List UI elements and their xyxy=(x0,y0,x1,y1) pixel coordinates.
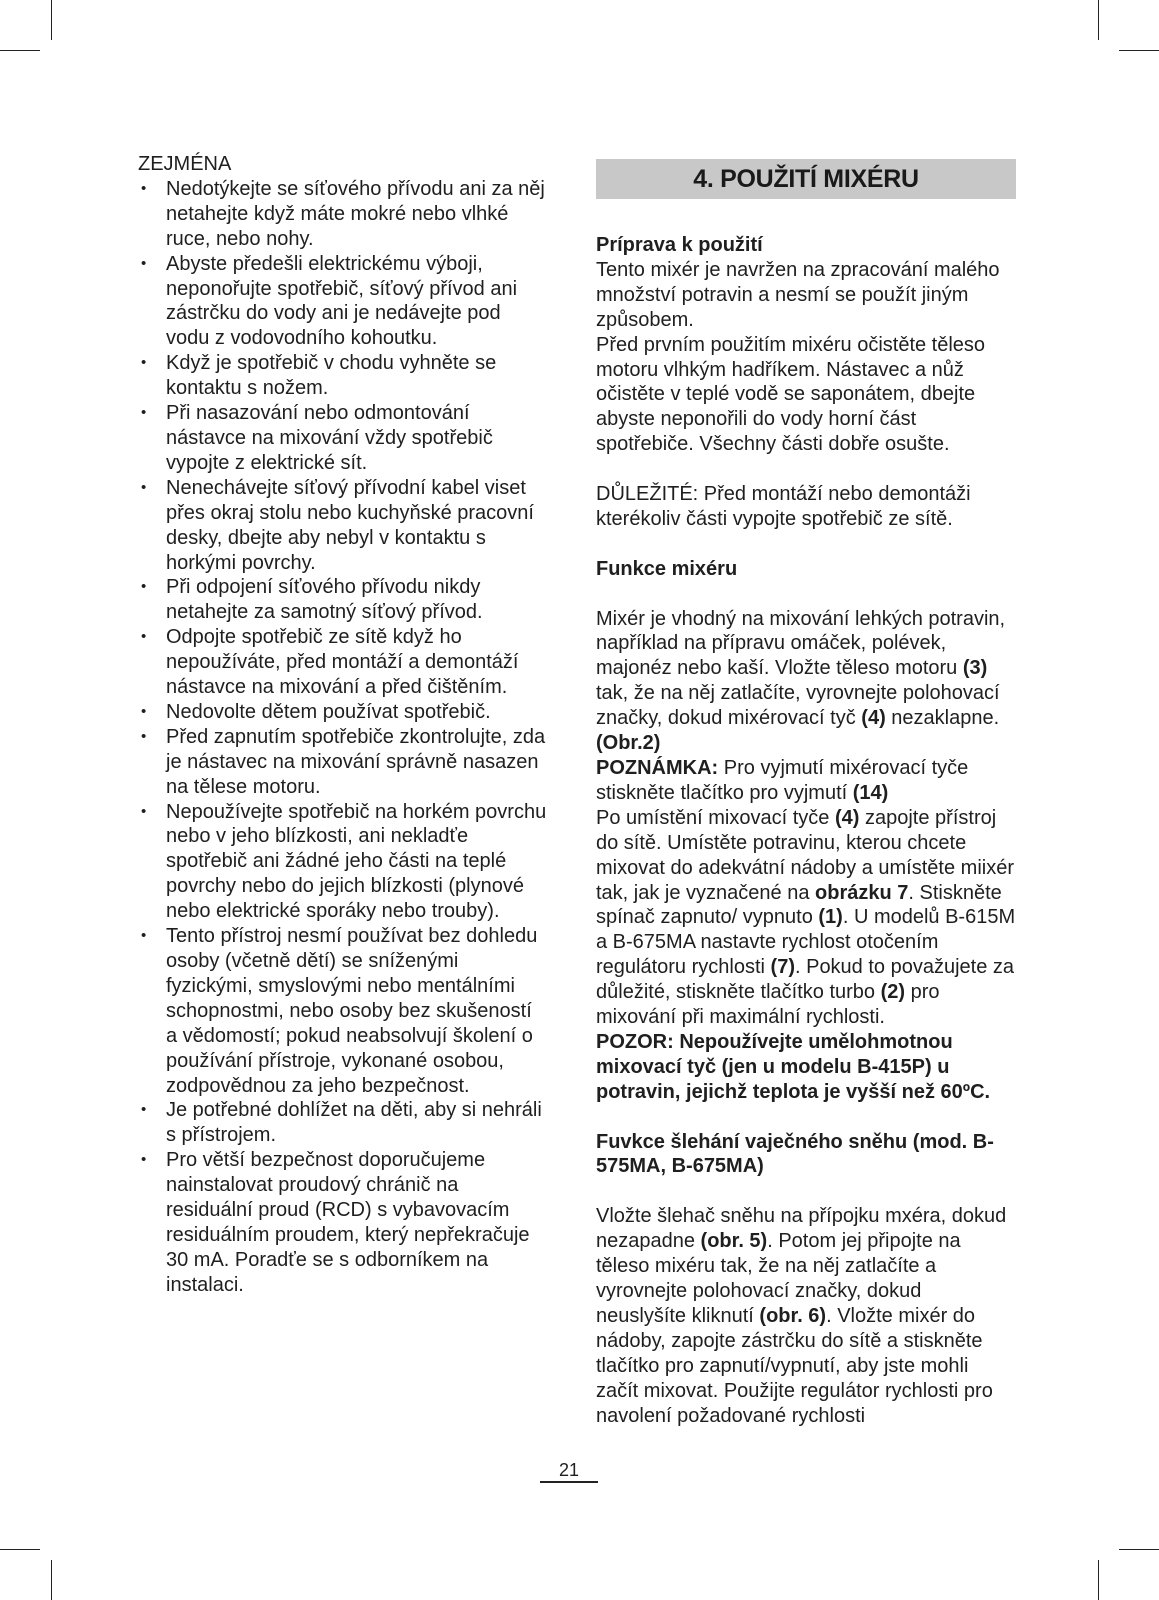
crop-mark xyxy=(1098,0,1099,40)
whisk-paragraph: Vložte šlehač sněhu na přípojku mxéra, dokud nezapadne (obr. 5). Potom jej připojte na těleso mixéru tak, že na něj zatlačíte a vyrovnejte polohovací značky, dokud neuslyšíte kliknutí (obr. 6). Vložte mixér do nádoby, zapojte zástrčku do sítě a stiskněte tlačítko pro zapnutí/vypnutí, aby jste mohli začít mixovat. Použijte regulátor rychlosti pro navolení požadované rychlosti xyxy=(596,1205,1007,1427)
prep-paragraph: Před prvním použitím mixéru očistěte těleso motoru vlhkým hadříkem. Nástavec a nůž očistěte v teplé vodě se saponátem, dbejte abyste neponořili do vody horní část spotřebiče. Všechny části dobře osušte. xyxy=(596,333,986,456)
list-item: • Pro větší bezpečnost doporučujeme nainstalovat proudový chránič na residuální proud (RCD) s vybavovacím residuálním proudem, který nepřekračuje 30 mA. Poradťe se s odborníkem na instalaci. xyxy=(138,1148,548,1297)
section-heading-zejmena: ZEJMÉNA xyxy=(138,153,232,175)
list-item: • Nepoužívejte spotřebič na horkém povrchu nebo v jeho blízkosti, ani nekladťe spotřebič ani žádné jeho části na teplé povrchy nebo do jejich blízkosti (plynové nebo elektrické sporáky nebo trouby). xyxy=(138,800,548,925)
list-item: • Je potřebné dohlížet na děti, aby si nehráli s přístrojem. xyxy=(138,1098,548,1148)
crop-mark xyxy=(51,0,52,40)
warning-paragraph: POZOR: Nepoužívejte umělohmotnou mixovací tyč (jen u modelu B-415P) u potravin, jejichž teplota je vyšší než 60ºC. xyxy=(596,1030,991,1103)
position-paragraph: Po umístění mixovací tyče (4) zapojte přístroj do sítě. Umístěte potravinu, kterou chcete mixovat do adekvátní nádoby a umístěte miixér tak, jak je vyznačené na obrázku 7. Stiskněte spínač zapnuto/ vypnuto (1). U modelů B-615M a B-675MA nastavte rychlost otočením regulátoru rychlosti (7). Pokud to považujete za důležité, stiskněte tlačítko turbo (2) pro mixování při maximální rychlosti. xyxy=(596,806,1016,1029)
function-paragraph: Mixér je vhodný na mixování lehkých potravin, například na přípravu omáček, polévek, majonéz nebo kaší. Vložte těleso motoru (3) tak, že na něj zatlačíte, vyrovnejte polohovací značky, dokud mixérovací tyč (4) nezaklapne. (Obr.2) xyxy=(596,607,1006,755)
important-notice: DŮLEŽITÉ: Před montáží nebo demontáži kterékoliv části vypojte spotřebič ze sítě. xyxy=(596,483,971,530)
crop-mark xyxy=(0,50,40,51)
safety-list xyxy=(138,177,548,1298)
crop-mark xyxy=(1119,50,1159,51)
list-item: • Abyste předešli elektrickému výboji, neponořujte spotřebič, síťový přívod ani zástrčku do vody ani je nedávejte pod vodu z vodovodního kohoutku. xyxy=(138,252,548,352)
function-heading: Funkce mixéru xyxy=(596,557,738,580)
list-item: • Nedovolte dětem používat spotřebič. xyxy=(138,700,548,725)
crop-mark xyxy=(51,1560,52,1600)
left-column xyxy=(138,152,548,1298)
crop-mark xyxy=(0,1549,40,1550)
prep-paragraph: Tento mixér je navržen na zpracování malého množství potravin a nesmí se použít jiným způsobem. xyxy=(596,258,1000,331)
list-item: • Když je spotřebič v chodu vyhněte se kontaktu s nožem. xyxy=(138,351,548,401)
list-item: • Nedotýkejte se síťového přívodu ani za něj netahejte když máte mokré nebo vlhké ruce, nebo nohy. xyxy=(138,177,548,252)
crop-mark xyxy=(1098,1560,1099,1600)
section-title: 4. POUŽITÍ MIXÉRU xyxy=(596,159,1016,199)
list-item: • Při nasazování nebo odmontování nástavce na mixování vždy spotřebič vypojte z elektrické sít. xyxy=(138,401,548,476)
list-item: • Nenechávejte síťový přívodní kabel viset přes okraj stolu nebo kuchyňské pracovní desky, dbejte aby nebyl v kontaktu s horkými povrchy. xyxy=(138,476,548,576)
list-item: • Před zapnutím spotřebiče zkontrolujte, zda je nástavec na mixování správně nasazen na tělese motoru. xyxy=(138,725,548,800)
list-item: • Tento přístroj nesmí používat bez dohledu osoby (včetně dětí) se sníženými fyzickými, smyslovými nebo mentálními schopnostmi, nebo osoby bez skušeností a vědomostí; pokud neabsolvují školení o používání přístroje, vykonané osobou, zodpovědnou za jeho bezpečnost. xyxy=(138,924,548,1098)
whisk-heading: Fuvkce šlehání vaječného sněhu (mod. B-575MA, B-675MA) xyxy=(596,1130,994,1178)
list-item: • Při odpojení síťového přívodu nikdy netahejte za samotný síťový přívod. xyxy=(138,575,548,625)
page-number: 21 xyxy=(540,1459,598,1483)
prep-heading: Príprava k použití xyxy=(596,234,763,256)
note-paragraph: POZNÁMKA: Pro vyjmutí mixérovací tyče stiskněte tlačítko pro vyjmutí (14) xyxy=(596,756,969,804)
right-column xyxy=(596,152,1016,1428)
crop-mark xyxy=(1119,1549,1159,1550)
list-item: • Odpojte spotřebič ze sítě když ho nepoužíváte, před montáží a demontáží nástavce na mixování a před čištěním. xyxy=(138,625,548,700)
